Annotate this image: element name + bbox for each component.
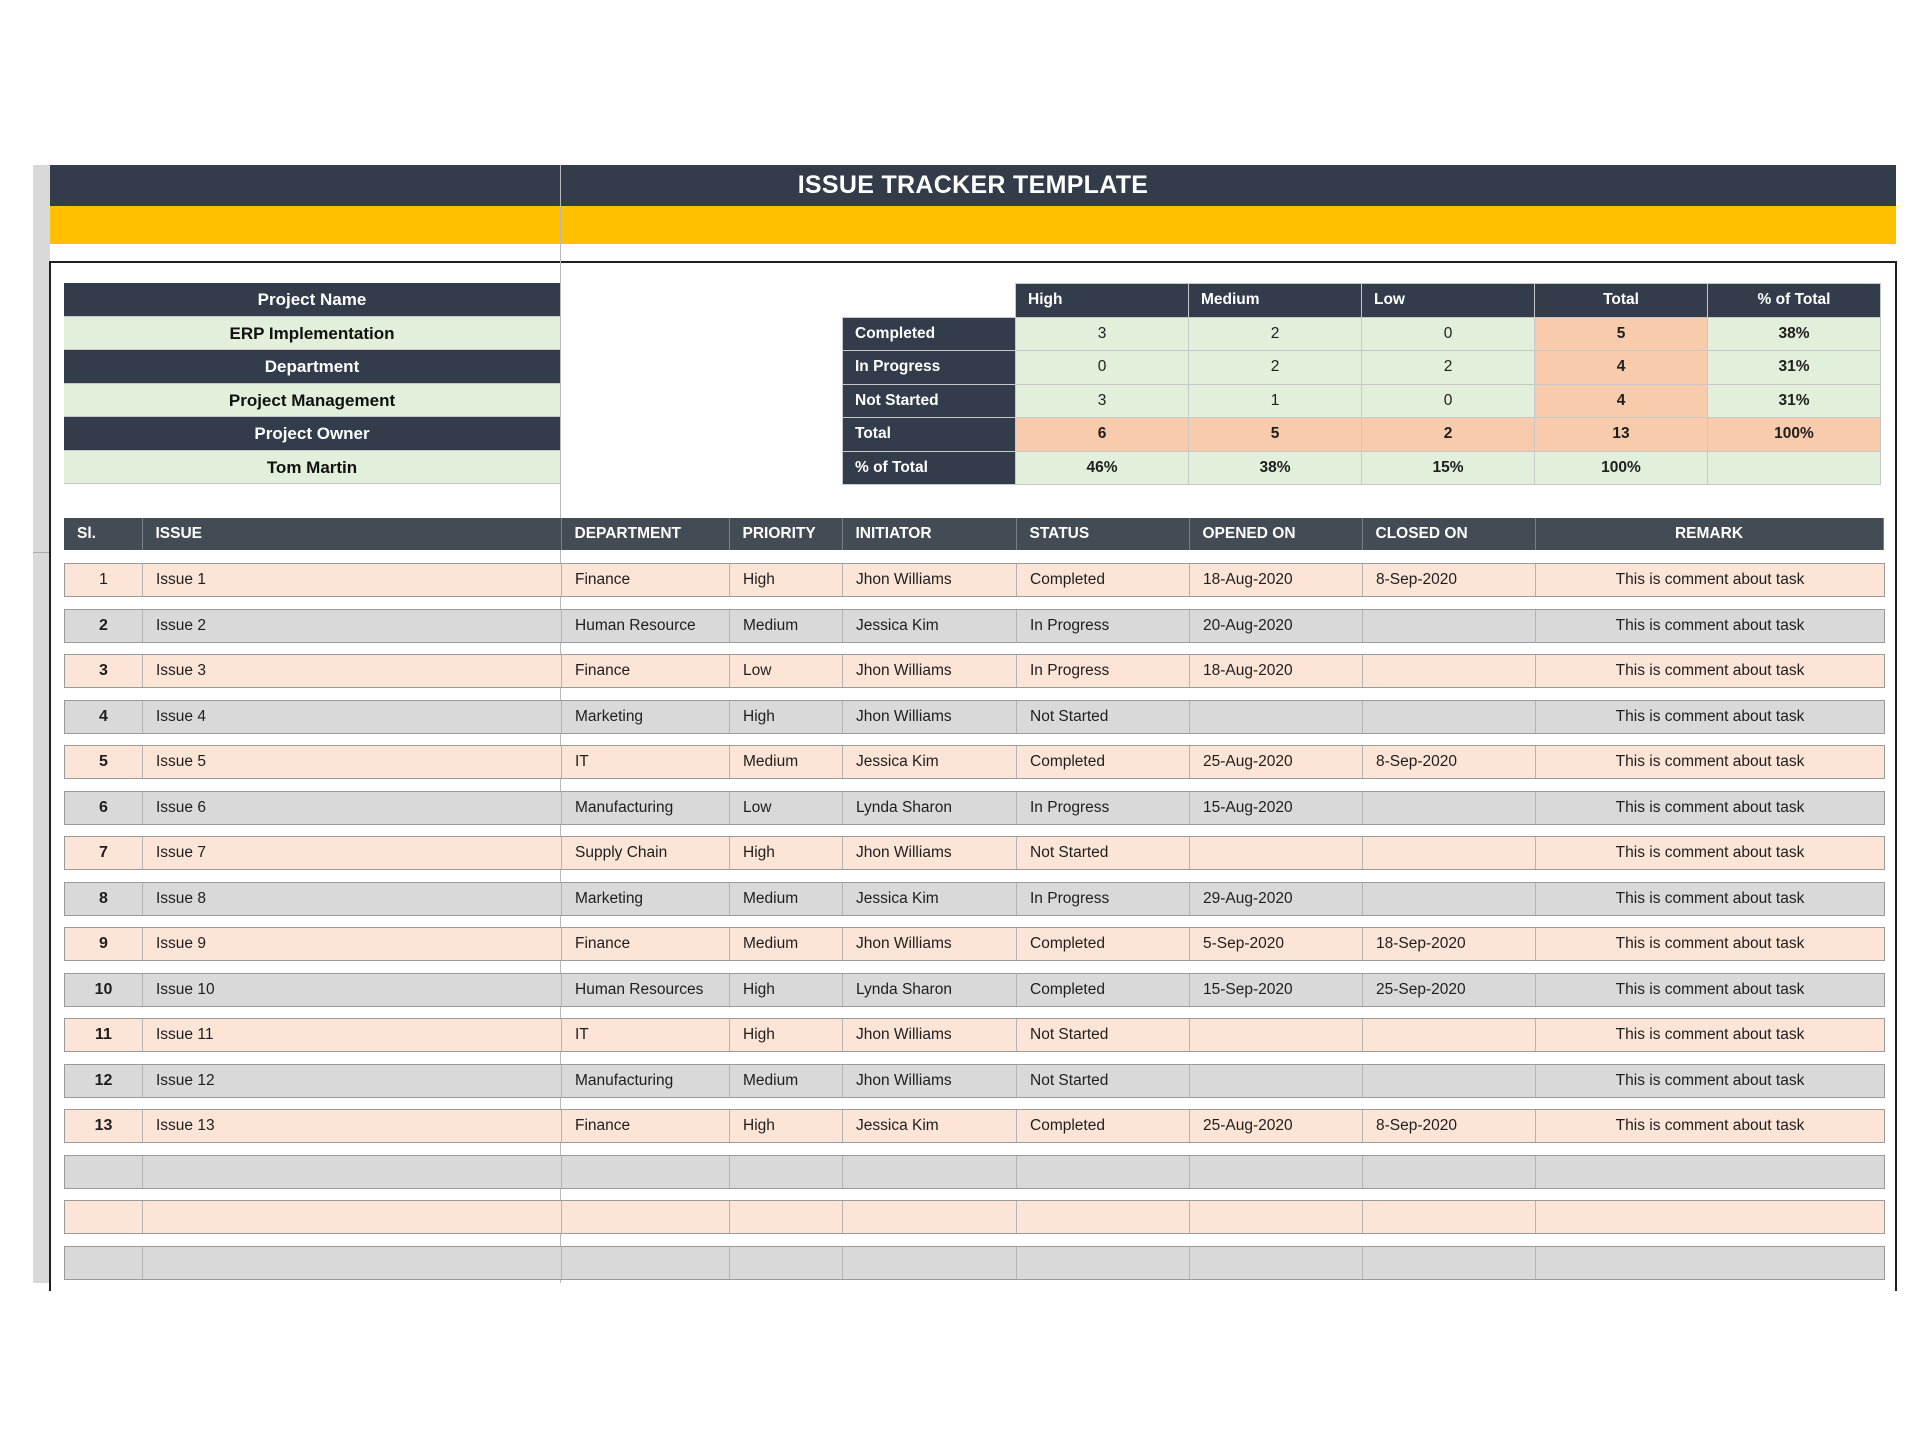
cell-sl[interactable]: 9 — [65, 928, 143, 960]
summary-col-low: Low — [1362, 284, 1535, 318]
cell-opened-on[interactable] — [1190, 1019, 1363, 1051]
cell-initiator[interactable]: Jessica Kim — [843, 883, 1017, 915]
cell-initiator[interactable]: Jhon Williams — [843, 1065, 1017, 1097]
cell-department[interactable] — [562, 1201, 730, 1233]
cell-initiator[interactable]: Jessica Kim — [843, 746, 1017, 778]
summary-percent-cell[interactable]: 46% — [1016, 451, 1189, 485]
cell-issue[interactable]: Issue 5 — [143, 746, 562, 778]
cell-status[interactable]: Not Started — [1017, 1065, 1190, 1097]
cell-remark[interactable]: This is comment about task — [1615, 980, 1805, 998]
cell-initiator[interactable]: Jhon Williams — [843, 701, 1017, 733]
cell-remark[interactable]: This is comment about task — [1615, 798, 1805, 816]
cell-closed-on[interactable] — [1363, 1247, 1536, 1279]
col-header-closed-on[interactable]: CLOSED ON — [1362, 518, 1535, 550]
cell-closed-on[interactable] — [1363, 655, 1536, 687]
cell-priority[interactable]: Medium — [730, 610, 843, 642]
summary-row-total — [843, 418, 1881, 452]
cell-issue[interactable]: Issue 2 — [143, 610, 562, 642]
summary-row-not-started — [843, 384, 1881, 418]
cell-department[interactable]: Finance — [562, 1110, 730, 1142]
cell-status[interactable]: Not Started — [1017, 1019, 1190, 1051]
project-name-value[interactable]: ERP Implementation — [64, 317, 560, 351]
cell-opened-on[interactable]: 15-Sep-2020 — [1190, 974, 1363, 1006]
table-row — [64, 1109, 1885, 1143]
department-value[interactable]: Project Management — [64, 384, 560, 418]
cell-closed-on[interactable]: 8-Sep-2020 — [1363, 564, 1536, 596]
cell-sl[interactable]: 4 — [65, 701, 143, 733]
table-row — [64, 745, 1885, 779]
cell-closed-on[interactable] — [1363, 1156, 1536, 1188]
issue-table-header — [64, 518, 1884, 550]
cell-priority[interactable]: Medium — [730, 1065, 843, 1097]
summary-percent-cell[interactable]: 31% — [1708, 384, 1881, 418]
cell-remark[interactable]: This is comment about task — [1615, 662, 1805, 679]
summary-corner — [843, 284, 1016, 318]
summary-total-percent-cell[interactable]: 100% — [1708, 418, 1881, 452]
cell-opened-on[interactable] — [1190, 1247, 1363, 1279]
cell-sl[interactable]: 7 — [65, 837, 143, 869]
row-header-gutter — [33, 165, 50, 1283]
summary-table — [842, 283, 1881, 485]
cell-sl[interactable] — [65, 1201, 143, 1233]
cell-initiator[interactable]: Lynda Sharon — [843, 792, 1017, 824]
summary-total-cell[interactable]: 4 — [1535, 351, 1708, 385]
table-row — [64, 563, 1885, 597]
cell-opened-on[interactable]: 20-Aug-2020 — [1190, 610, 1363, 642]
table-row — [64, 700, 1885, 734]
cell-closed-on[interactable] — [1363, 792, 1536, 824]
summary-cell[interactable]: 0 — [1016, 351, 1189, 385]
col-header-priority[interactable]: PRIORITY — [729, 518, 842, 550]
table-row-empty — [64, 1155, 1885, 1189]
summary-percent-cell[interactable]: 38% — [1189, 451, 1362, 485]
summary-cell[interactable]: 1 — [1189, 384, 1362, 418]
cell-remark[interactable]: This is comment about task — [1615, 707, 1805, 725]
cell-closed-on[interactable]: 8-Sep-2020 — [1363, 746, 1536, 778]
table-row — [64, 1064, 1885, 1098]
cell-sl[interactable]: 10 — [65, 974, 143, 1006]
summary-cell[interactable]: 2 — [1189, 317, 1362, 351]
cell-sl[interactable]: 12 — [65, 1065, 143, 1097]
cell-status[interactable]: Not Started — [1017, 837, 1190, 869]
cell-sl[interactable]: 1 — [65, 564, 143, 596]
cell-sl[interactable] — [65, 1156, 143, 1188]
table-row — [64, 1018, 1885, 1052]
cell-remark[interactable]: This is comment about task — [1615, 616, 1805, 634]
cell-department[interactable] — [562, 1156, 730, 1188]
cell-priority[interactable]: High — [730, 1110, 843, 1142]
summary-percent-cell[interactable]: 38% — [1708, 317, 1881, 351]
cell-closed-on[interactable]: 8-Sep-2020 — [1363, 1110, 1536, 1142]
summary-percent-cell[interactable]: 15% — [1362, 451, 1535, 485]
cell-status[interactable]: Completed — [1017, 746, 1190, 778]
col-header-initiator[interactable]: INITIATOR — [842, 518, 1016, 550]
cell-sl[interactable]: 5 — [65, 746, 143, 778]
cell-issue[interactable]: Issue 8 — [143, 883, 562, 915]
cell-opened-on[interactable]: 25-Aug-2020 — [1190, 1110, 1363, 1142]
summary-row-label: In Progress — [843, 351, 1016, 385]
cell-status[interactable] — [1017, 1247, 1190, 1279]
summary-row-label: % of Total — [843, 451, 1016, 485]
accent-bar — [50, 206, 1896, 244]
summary-total-cell[interactable]: 2 — [1362, 418, 1535, 452]
summary-col-total: Total — [1535, 284, 1708, 318]
cell-issue[interactable]: Issue 13 — [143, 1110, 562, 1142]
cell-closed-on[interactable] — [1363, 883, 1536, 915]
cell-sl[interactable] — [65, 1247, 143, 1279]
cell-opened-on[interactable] — [1190, 1156, 1363, 1188]
summary-percent-cell[interactable]: 100% — [1535, 451, 1708, 485]
page-title: ISSUE TRACKER TEMPLATE — [797, 171, 1149, 199]
cell-priority[interactable] — [730, 1156, 843, 1188]
cell-status[interactable]: In Progress — [1017, 655, 1190, 687]
cell-closed-on[interactable] — [1363, 837, 1536, 869]
cell-department[interactable]: Finance — [562, 928, 730, 960]
cell-issue[interactable]: Issue 7 — [143, 837, 562, 869]
summary-cell[interactable]: 0 — [1362, 384, 1535, 418]
cell-issue[interactable]: Issue 11 — [143, 1019, 562, 1051]
summary-row-percent — [843, 451, 1881, 485]
row-divider — [33, 552, 50, 553]
cell-initiator[interactable]: Jhon Williams — [843, 655, 1017, 687]
table-row — [64, 791, 1885, 825]
cell-remark[interactable]: This is comment about task — [1615, 935, 1805, 952]
cell-priority[interactable]: High — [730, 974, 843, 1006]
cell-priority[interactable]: Low — [730, 792, 843, 824]
table-row — [64, 654, 1885, 688]
cell-initiator[interactable]: Jhon Williams — [843, 837, 1017, 869]
cell-opened-on[interactable] — [1190, 1201, 1363, 1233]
cell-remark[interactable]: This is comment about task — [1615, 1071, 1805, 1089]
table-row-empty — [64, 1200, 1885, 1234]
cell-issue[interactable]: Issue 3 — [143, 655, 562, 687]
cell-status[interactable]: Completed — [1017, 928, 1190, 960]
cell-remark[interactable]: This is comment about task — [1615, 889, 1805, 907]
cell-department[interactable] — [562, 1247, 730, 1279]
summary-percent-cell[interactable]: 31% — [1708, 351, 1881, 385]
cell-closed-on[interactable] — [1363, 1065, 1536, 1097]
cell-department[interactable]: Manufacturing — [562, 1065, 730, 1097]
col-header-remark[interactable]: REMARK — [1535, 518, 1883, 550]
cell-closed-on[interactable]: 18-Sep-2020 — [1363, 928, 1536, 960]
cell-opened-on[interactable]: 5-Sep-2020 — [1190, 928, 1363, 960]
cell-initiator[interactable] — [843, 1201, 1017, 1233]
col-header-status[interactable]: STATUS — [1016, 518, 1189, 550]
cell-sl[interactable]: 2 — [65, 610, 143, 642]
summary-total-cell[interactable]: 6 — [1016, 418, 1189, 452]
cell-initiator[interactable]: Jhon Williams — [843, 564, 1017, 596]
cell-closed-on[interactable] — [1363, 701, 1536, 733]
cell-sl[interactable]: 11 — [65, 1019, 143, 1051]
cell-priority[interactable]: High — [730, 1019, 843, 1051]
cell-issue[interactable] — [143, 1156, 562, 1188]
cell-department[interactable]: Marketing — [562, 701, 730, 733]
summary-col-medium: Medium — [1189, 284, 1362, 318]
cell-status[interactable]: In Progress — [1017, 610, 1190, 642]
summary-total-cell[interactable]: 5 — [1189, 418, 1362, 452]
summary-percent-cell[interactable] — [1708, 451, 1881, 485]
cell-remark[interactable]: This is comment about task — [1615, 753, 1805, 770]
cell-department[interactable]: Manufacturing — [562, 792, 730, 824]
cell-sl[interactable]: 6 — [65, 792, 143, 824]
summary-cell[interactable]: 3 — [1016, 317, 1189, 351]
cell-issue[interactable]: Issue 1 — [143, 564, 562, 596]
cell-opened-on[interactable]: 18-Aug-2020 — [1190, 655, 1363, 687]
cell-sl[interactable]: 13 — [65, 1110, 143, 1142]
cell-remark[interactable] — [1536, 1247, 1884, 1279]
table-row — [64, 882, 1885, 916]
cell-department[interactable]: Human Resource — [562, 610, 730, 642]
issue-rows — [64, 563, 1885, 1291]
cell-sl[interactable]: 3 — [65, 655, 143, 687]
cell-department[interactable]: Human Resources — [562, 974, 730, 1006]
cell-remark[interactable] — [1536, 1201, 1884, 1233]
cell-opened-on[interactable]: 25-Aug-2020 — [1190, 746, 1363, 778]
summary-col-high: High — [1016, 284, 1189, 318]
cell-department[interactable]: Finance — [562, 564, 730, 596]
summary-cell[interactable]: 2 — [1189, 351, 1362, 385]
cell-remark[interactable]: This is comment about task — [1615, 844, 1805, 861]
table-row — [64, 927, 1885, 961]
summary-grand-total-cell[interactable]: 13 — [1535, 418, 1708, 452]
cell-remark[interactable]: This is comment about task — [1615, 571, 1805, 588]
cell-remark[interactable] — [1536, 1156, 1884, 1188]
cell-opened-on[interactable] — [1190, 1065, 1363, 1097]
cell-sl[interactable]: 8 — [65, 883, 143, 915]
cell-remark[interactable]: This is comment about task — [1615, 1117, 1805, 1134]
summary-total-cell[interactable]: 5 — [1535, 317, 1708, 351]
cell-issue[interactable]: Issue 4 — [143, 701, 562, 733]
cell-initiator[interactable]: Jhon Williams — [843, 928, 1017, 960]
cell-closed-on[interactable] — [1363, 1201, 1536, 1233]
cell-status[interactable] — [1017, 1156, 1190, 1188]
cell-priority[interactable]: Low — [730, 655, 843, 687]
summary-cell[interactable]: 2 — [1362, 351, 1535, 385]
cell-opened-on[interactable]: 18-Aug-2020 — [1190, 564, 1363, 596]
summary-header-row — [843, 284, 1881, 318]
cell-opened-on[interactable] — [1190, 701, 1363, 733]
cell-priority[interactable]: Medium — [730, 883, 843, 915]
summary-row-label: Not Started — [843, 384, 1016, 418]
cell-status[interactable]: Completed — [1017, 974, 1190, 1006]
cell-priority[interactable] — [730, 1201, 843, 1233]
project-owner-label: Project Owner — [64, 417, 560, 451]
cell-department[interactable]: Finance — [562, 655, 730, 687]
cell-status[interactable] — [1017, 1201, 1190, 1233]
summary-row-label: Completed — [843, 317, 1016, 351]
summary-cell[interactable]: 3 — [1016, 384, 1189, 418]
cell-department[interactable]: IT — [562, 1019, 730, 1051]
title-bar — [50, 165, 1896, 206]
cell-issue[interactable]: Issue 12 — [143, 1065, 562, 1097]
summary-col-percent: % of Total — [1708, 284, 1881, 318]
table-row — [64, 973, 1885, 1007]
cell-status[interactable]: In Progress — [1017, 792, 1190, 824]
summary-total-cell[interactable]: 4 — [1535, 384, 1708, 418]
table-row — [64, 836, 1885, 870]
project-name-label: Project Name — [64, 283, 560, 317]
table-row — [64, 609, 1885, 643]
cell-closed-on[interactable] — [1363, 1019, 1536, 1051]
summary-row-in-progress — [843, 351, 1881, 385]
cell-priority[interactable]: High — [730, 701, 843, 733]
col-header-issue[interactable]: ISSUE — [142, 518, 561, 550]
cell-department[interactable]: Supply Chain — [562, 837, 730, 869]
cell-issue[interactable]: Issue 9 — [143, 928, 562, 960]
cell-status[interactable]: Completed — [1017, 1110, 1190, 1142]
cell-priority[interactable]: Medium — [730, 746, 843, 778]
cell-department[interactable]: Marketing — [562, 883, 730, 915]
summary-row-label: Total — [843, 418, 1016, 452]
summary-cell[interactable]: 0 — [1362, 317, 1535, 351]
cell-opened-on[interactable]: 29-Aug-2020 — [1190, 883, 1363, 915]
cell-priority[interactable]: High — [730, 564, 843, 596]
cell-issue[interactable]: Issue 10 — [143, 974, 562, 1006]
cell-priority[interactable]: Medium — [730, 928, 843, 960]
cell-initiator[interactable] — [843, 1156, 1017, 1188]
summary-row-completed — [843, 317, 1881, 351]
project-info — [64, 283, 560, 484]
cell-opened-on[interactable]: 15-Aug-2020 — [1190, 792, 1363, 824]
cell-initiator[interactable]: Jhon Williams — [843, 1019, 1017, 1051]
cell-initiator[interactable]: Lynda Sharon — [843, 974, 1017, 1006]
project-owner-value[interactable]: Tom Martin — [64, 451, 560, 485]
cell-initiator[interactable]: Jessica Kim — [843, 610, 1017, 642]
cell-issue[interactable] — [143, 1201, 562, 1233]
cell-priority[interactable] — [730, 1247, 843, 1279]
cell-closed-on[interactable]: 25-Sep-2020 — [1363, 974, 1536, 1006]
cell-opened-on[interactable] — [1190, 837, 1363, 869]
col-header-department[interactable]: DEPARTMENT — [561, 518, 729, 550]
cell-remark[interactable]: This is comment about task — [1615, 1026, 1805, 1043]
cell-priority[interactable]: High — [730, 837, 843, 869]
cell-initiator[interactable]: Jessica Kim — [843, 1110, 1017, 1142]
cell-issue[interactable]: Issue 6 — [143, 792, 562, 824]
cell-issue[interactable] — [143, 1247, 562, 1279]
cell-status[interactable]: In Progress — [1017, 883, 1190, 915]
cell-initiator[interactable] — [843, 1247, 1017, 1279]
table-row-empty — [64, 1246, 1885, 1280]
col-header-sl[interactable]: Sl. — [64, 518, 142, 550]
department-label: Department — [64, 350, 560, 384]
cell-status[interactable]: Not Started — [1017, 701, 1190, 733]
col-header-opened-on[interactable]: OPENED ON — [1189, 518, 1362, 550]
cell-status[interactable]: Completed — [1017, 564, 1190, 596]
cell-closed-on[interactable] — [1363, 610, 1536, 642]
cell-department[interactable]: IT — [562, 746, 730, 778]
